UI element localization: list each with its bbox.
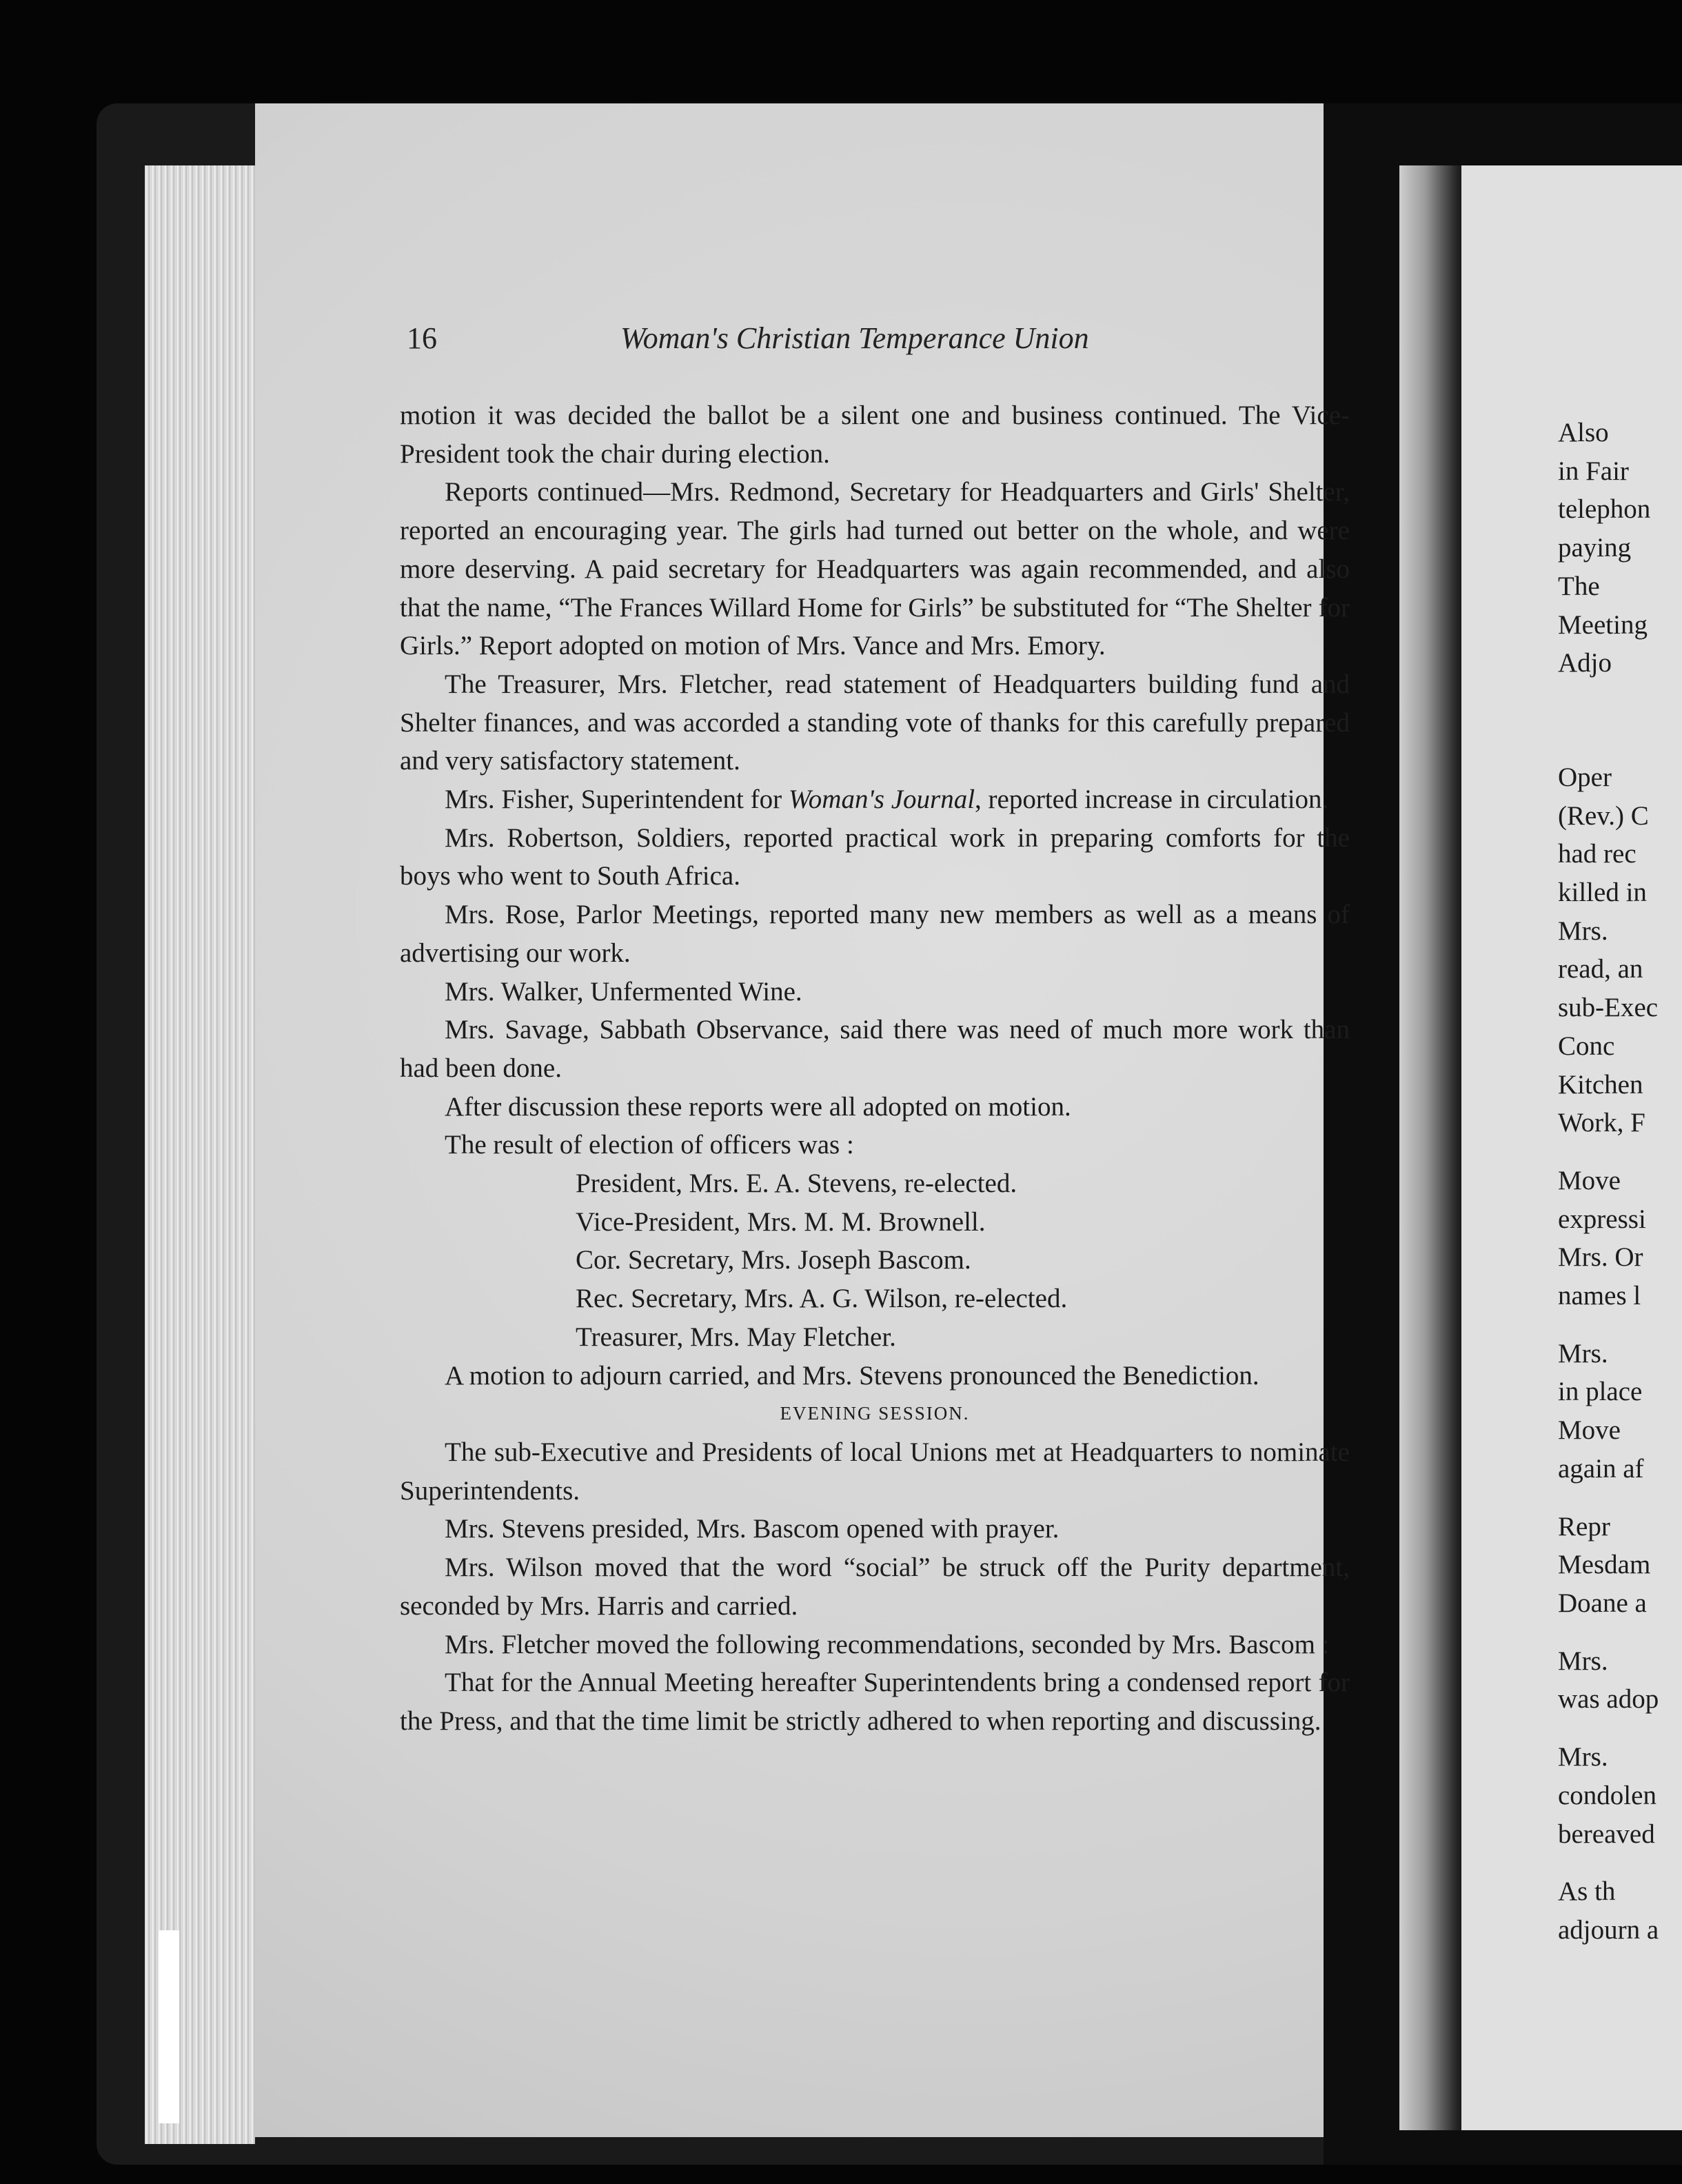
paragraph: The Treasurer, Mrs. Fletcher, read statement of Headquarters building fund and Shelter finances, and was accorded a standing vote of thanks for this carefully prepared and very satisfactory statement. xyxy=(400,669,1350,776)
facing-line: Also xyxy=(1558,418,1609,447)
facing-line: had rec xyxy=(1558,839,1637,869)
facing-line: Oper xyxy=(1558,762,1612,792)
facing-line: Adjo xyxy=(1558,648,1612,678)
paragraph: Mrs. Fletcher moved the following recommendations, seconded by Mrs. Bascom : xyxy=(445,1629,1330,1659)
paragraph: The sub-Executive and Presidents of local Unions met at Headquarters to nominate Superintendents. xyxy=(400,1437,1350,1506)
officer-entry: Cor. Secretary, Mrs. Joseph Bascom. xyxy=(576,1245,971,1275)
facing-line: in place xyxy=(1558,1377,1643,1407)
facing-line: was adop xyxy=(1558,1684,1659,1715)
facing-line: again af xyxy=(1558,1453,1644,1484)
facing-line: (Rev.) C xyxy=(1558,800,1649,831)
paragraph: Mrs. Stevens presided, Mrs. Bascom opened with prayer. xyxy=(445,1514,1060,1544)
facing-line: Work, F xyxy=(1558,1108,1645,1138)
spacer xyxy=(1558,1488,1682,1508)
officer-entry: Treasurer, Mrs. May Fletcher. xyxy=(576,1322,896,1352)
facing-line: The xyxy=(1558,571,1600,601)
page-number: 16 xyxy=(407,321,437,355)
section-heading: EVENING SESSION. xyxy=(780,1403,970,1424)
paragraph-text: Mrs. Fisher, Superintendent for xyxy=(445,785,789,815)
body-text xyxy=(400,396,1350,1741)
paragraph: Mrs. Savage, Sabbath Observance, said there was need of much more work than had been done. xyxy=(400,1015,1350,1083)
spacer xyxy=(1558,682,1682,758)
paragraph: After discussion these reports were all adopted on motion. xyxy=(445,1091,1071,1122)
officer-entry: President, Mrs. E. A. Stevens, re-elected. xyxy=(576,1169,1017,1199)
paragraph: Mrs. Wilson moved that the word “social” be struck off the Purity department, seconded by Mrs. Harris and carried. xyxy=(400,1553,1350,1621)
facing-line: adjourn a xyxy=(1558,1914,1659,1945)
journal-title: Woman's Journal xyxy=(788,785,975,815)
page-header xyxy=(407,321,1351,369)
spacer xyxy=(1558,1142,1682,1162)
officer-entry: Vice-President, Mrs. M. M. Brownell. xyxy=(576,1206,986,1237)
facing-line: read, an xyxy=(1558,954,1643,984)
facing-page-text xyxy=(1558,414,1682,1950)
book-gutter xyxy=(1399,165,1465,2130)
paragraph xyxy=(400,780,1350,819)
facing-line: paying xyxy=(1558,533,1632,563)
facing-line: As th xyxy=(1558,1877,1616,1907)
facing-line: killed in xyxy=(1558,878,1647,908)
facing-line: sub-Exec xyxy=(1558,993,1659,1023)
facing-line: telephon xyxy=(1558,494,1651,525)
facing-line: Mrs. Or xyxy=(1558,1242,1643,1273)
paragraph: The result of election of officers was : xyxy=(445,1130,854,1160)
facing-line: Doane a xyxy=(1558,1588,1647,1618)
facing-line: Repr xyxy=(1558,1511,1610,1541)
officers-list xyxy=(400,1164,1350,1357)
paragraph: Mrs. Rose, Parlor Meetings, reported many new members as well as a means of advertising our work. xyxy=(400,900,1350,968)
page-edges xyxy=(145,165,255,2144)
facing-line: expressi xyxy=(1558,1204,1646,1234)
facing-line: Move xyxy=(1558,1165,1621,1195)
facing-line: Mrs. xyxy=(1558,916,1608,946)
spacer xyxy=(1558,1853,1682,1872)
facing-line: Kitchen xyxy=(1558,1069,1643,1100)
paragraph: motion it was decided the ballot be a silent one and business continued. The Vice-President took the chair during election. xyxy=(400,401,1350,469)
paragraph: Mrs. Robertson, Soldiers, reported practical work in preparing comforts for the boys who went to South Africa. xyxy=(400,822,1350,891)
paragraph: A motion to adjourn carried, and Mrs. Stevens pronounced the Benediction. xyxy=(445,1360,1259,1391)
facing-line: Meeting xyxy=(1558,609,1648,640)
officer-entry: Rec. Secretary, Mrs. A. G. Wilson, re-elected. xyxy=(576,1284,1068,1314)
facing-line: Mrs. xyxy=(1558,1646,1608,1676)
paragraph: Reports continued—Mrs. Redmond, Secretary for Headquarters and Girls' Shelter, reported an encouraging year. The girls had turned out better on the whole, and were more deserving. A paid secretary for Headquarters was again recommended, and also that the name, “The Frances Willard Home for Girls” be substituted for “The Shelter for Girls.” Report adopted on motion of Mrs. Vance and Mrs. Emory. xyxy=(400,477,1350,661)
paragraph: That for the Annual Meeting hereafter Superintendents bring a condensed report for the Press, and that the time limit be strictly adhered to when reporting and discussing. xyxy=(400,1668,1350,1736)
facing-line: Move xyxy=(1558,1415,1621,1446)
facing-line: Mesdam xyxy=(1558,1550,1651,1580)
spacer xyxy=(1558,1315,1682,1335)
facing-line: in Fair xyxy=(1558,456,1629,486)
facing-line: bereaved xyxy=(1558,1819,1655,1849)
facing-line: Mrs. xyxy=(1558,1742,1608,1772)
paragraph: Mrs. Walker, Unfermented Wine. xyxy=(445,976,802,1007)
spacer xyxy=(1558,1719,1682,1738)
page-edge-highlight xyxy=(159,1930,179,2123)
paragraph-text: , reported increase in circulation. xyxy=(975,785,1329,815)
facing-line: Conc xyxy=(1558,1031,1615,1061)
facing-line: condolen xyxy=(1558,1780,1656,1810)
facing-line: Mrs. xyxy=(1558,1338,1608,1368)
facing-line: names l xyxy=(1558,1281,1641,1311)
spacer xyxy=(1558,1623,1682,1642)
running-head: Woman's Christian Temperance Union xyxy=(620,321,1089,355)
